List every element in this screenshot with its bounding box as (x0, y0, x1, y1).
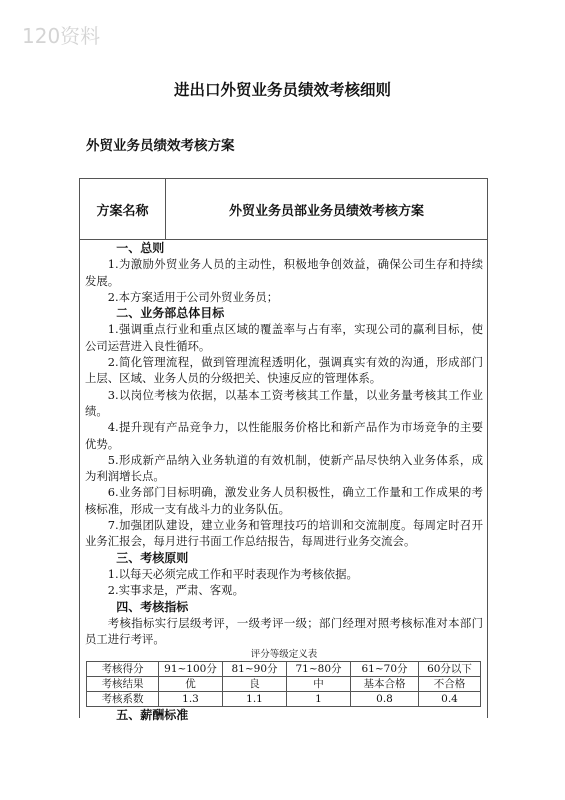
plan-name-row (80, 179, 487, 240)
plan-table (79, 178, 488, 723)
section-heading: 四、考核指标 (116, 599, 189, 614)
grade-cell: 0.4 (419, 692, 481, 707)
body-paragraph: 6.业务部门目标明确，激发业务人员积极性，确立工作量和工作成果的考核标准，形成一支有战斗力的业务队伍。 (85, 485, 483, 516)
body-paragraph: 2.本方案适用于公司外贸业务员； (107, 289, 279, 304)
section-heading: 三、考核原则 (116, 550, 189, 565)
grade-row-header: 考核系数 (87, 692, 159, 707)
grade-cell: 基本合格 (351, 677, 419, 692)
document-title: 进出口外贸业务员绩效考核细则 (173, 81, 391, 99)
paragraph-list (85, 240, 483, 647)
body-paragraph: 考核指标实行层级考评，一级考评一级；部门经理对照考核标准对本部门员工进行考评。 (85, 615, 483, 647)
body-paragraph: 2.简化管理流程，做到管理流程透明化，强调真实有效的沟通，形成部门上层、区域、业务人员的分级把关、快速反应的管理体系。 (85, 355, 483, 386)
section-heading: 二、业务部总体目标 (116, 306, 225, 321)
grade-table (86, 661, 481, 707)
plan-name-value: 外贸业务员部业务员绩效考核方案 (228, 203, 424, 219)
body-paragraph: 3.以岗位考核为依据，以基本工资考核其工作量，以业务量考核其工作业绩。 (85, 387, 483, 418)
grade-table-caption: 评分等级定义表 (250, 649, 318, 661)
body-paragraph: 1.强调重点行业和重点区域的覆盖率与占有率，实现公司的赢利目标，使公司运营进入良性循环。 (85, 322, 483, 353)
grade-cell: 良 (223, 677, 287, 692)
body-paragraph: 5.形成新产品纳入业务轨道的有效机制，使新产品尽快纳入业务体系，成为利润增长点。 (85, 452, 483, 484)
body-paragraph: 4.提升现有产品竞争力，以性能服务价格比和新产品作为市场竞争的主要优势。 (85, 420, 483, 451)
grade-cell: 91~100分 (159, 662, 223, 677)
plan-content (85, 240, 483, 724)
section-heading: 一、总则 (116, 241, 165, 255)
grade-row-header: 考核得分 (87, 662, 159, 677)
grade-cell: 71~80分 (287, 662, 351, 677)
heading-salary-standard: 五、薪酬标准 (116, 708, 189, 723)
grade-cell: 1.3 (159, 692, 223, 707)
grade-cell: 81~90分 (223, 662, 287, 677)
grade-cell: 1 (287, 692, 351, 707)
grade-table-row (87, 677, 481, 692)
grade-cell: 60分以下 (419, 662, 481, 677)
watermark: 120资料 (22, 24, 101, 48)
grade-cell: 1.1 (223, 692, 287, 707)
body-paragraph: 7.加强团队建设，建立业务和管理技巧的培训和交流制度。每周定时召开业务汇报会，每月进行书面工作总结报告，每周进行业务交流会。 (85, 518, 483, 549)
grade-cell: 61~70分 (351, 662, 419, 677)
body-paragraph: 2.实事求是，严肃、客观。 (107, 583, 244, 598)
grade-cell: 0.8 (351, 692, 419, 707)
body-paragraph: 1.为激励外贸业务人员的主动性，积极地争创效益，确保公司生存和持续发展。 (85, 257, 483, 288)
grade-cell: 不合格 (419, 677, 481, 692)
grade-table-row (87, 692, 481, 707)
plan-name-label: 方案名称 (80, 179, 166, 239)
section-title: 外贸业务员绩效考核方案 (86, 138, 235, 154)
grade-row-header: 考核结果 (87, 677, 159, 692)
body-paragraph: 1.以每天必须完成工作和平时表现作为考核依据。 (107, 566, 358, 581)
grade-table-row (87, 662, 481, 677)
grade-cell: 优 (159, 677, 223, 692)
grade-cell: 中 (287, 677, 351, 692)
